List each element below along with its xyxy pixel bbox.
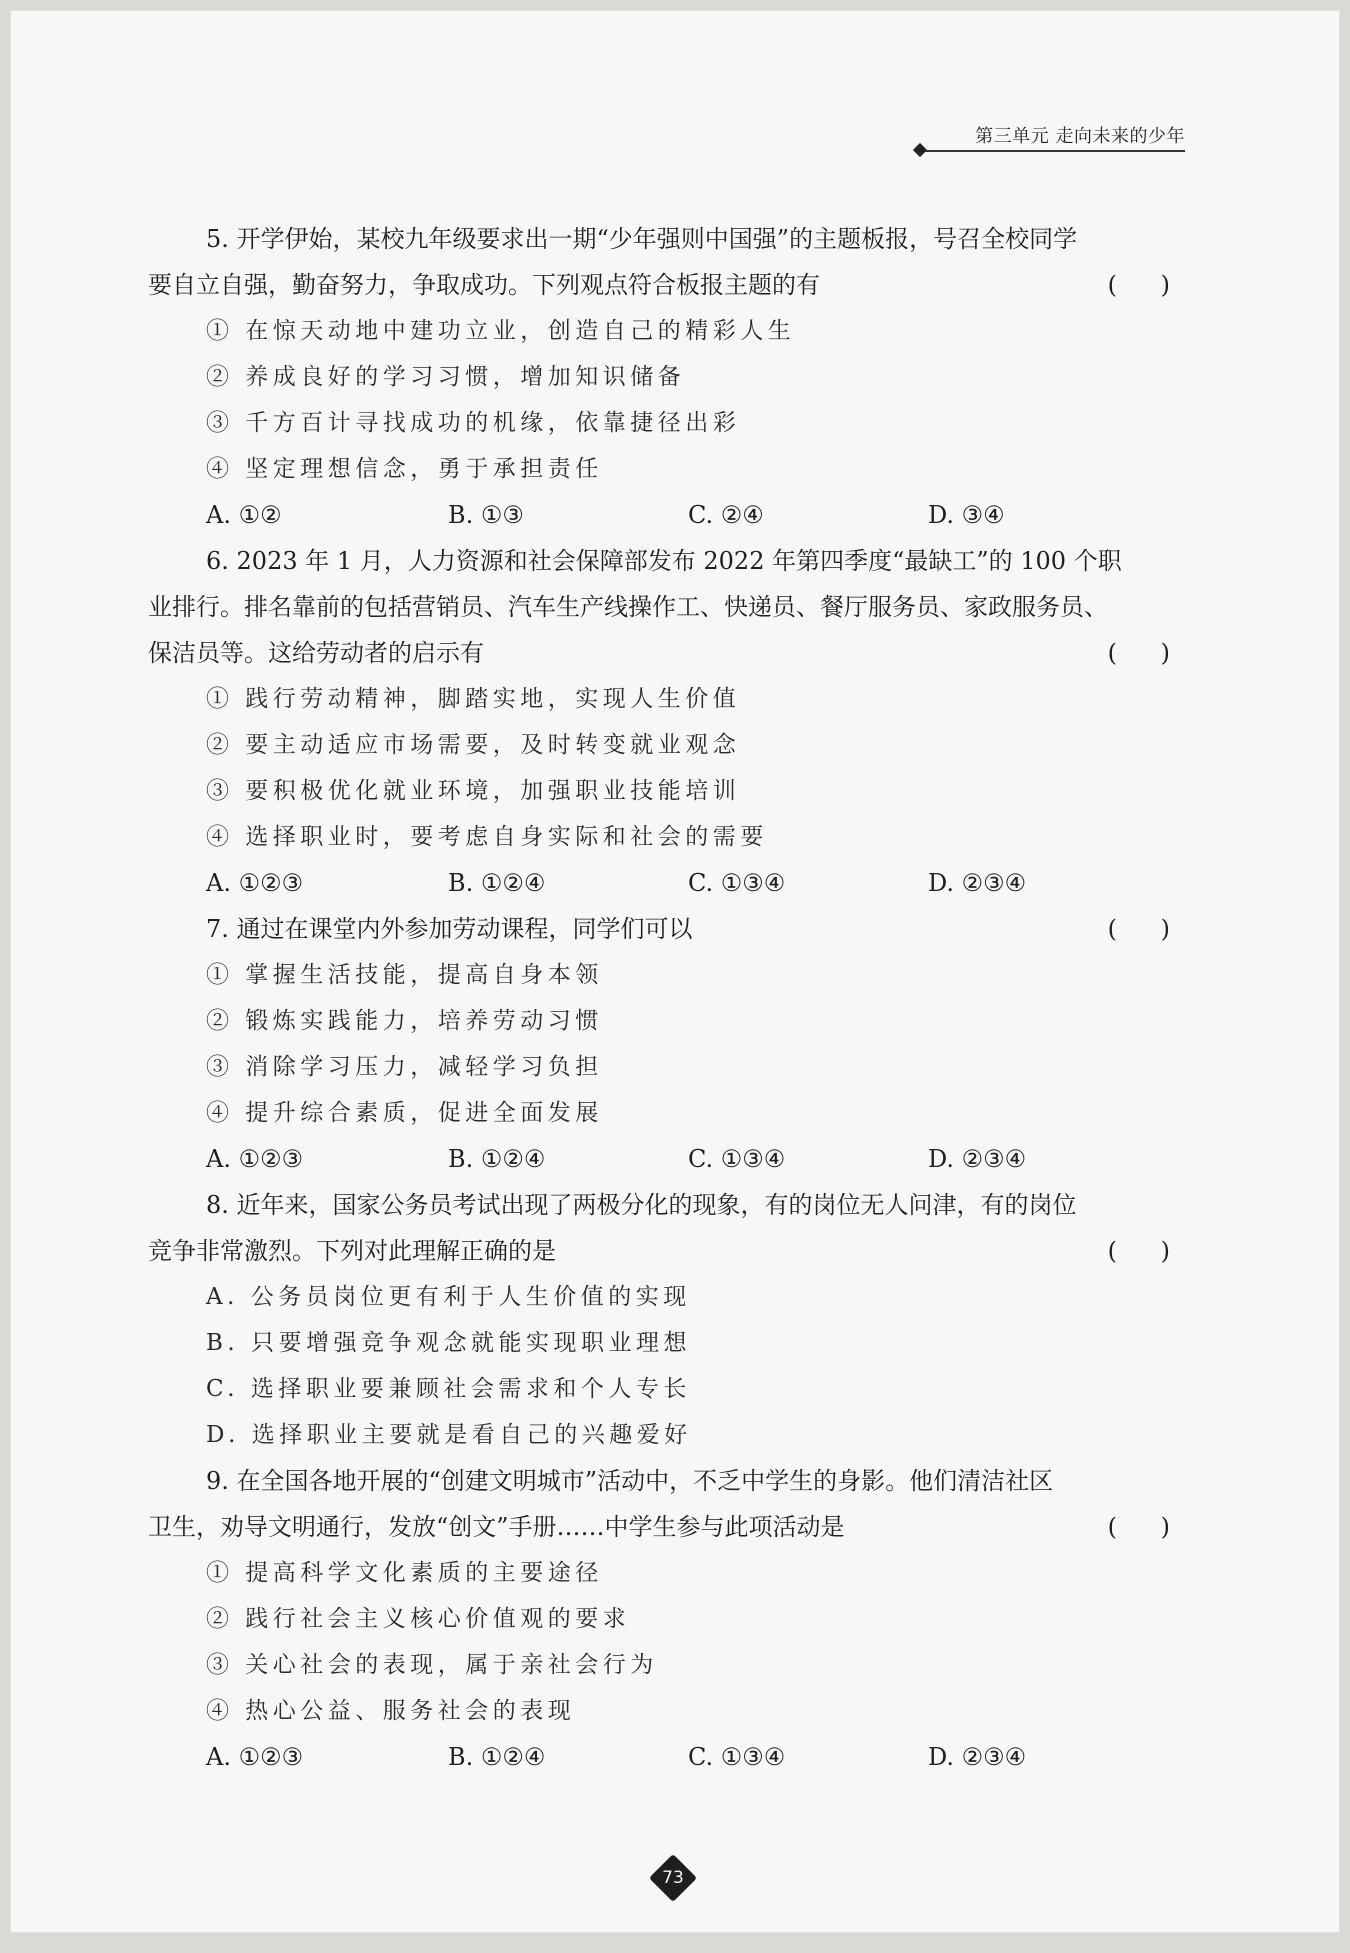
running-header xyxy=(915,122,1185,152)
question-stem-line: 业排行。排名靠前的包括营销员、汽车生产线操作工、快递员、餐厅服务员、家政服务员、 xyxy=(148,593,1108,621)
statement-item: ④ 提升综合素质，促进全面发展 xyxy=(206,1100,603,1126)
statement-item: ③ 消除学习压力，减轻学习负担 xyxy=(206,1054,603,1080)
unit-title: 第三单元 走向未来的少年 xyxy=(975,126,1185,147)
option-a: A. ①②③ xyxy=(206,1145,304,1173)
answer-options xyxy=(148,492,1188,538)
question-stem-line: 保洁员等。这给劳动者的启示有 ( ) xyxy=(148,630,1188,676)
header-rule xyxy=(925,150,1185,152)
answer-blank: ( ) xyxy=(1107,639,1188,667)
statement-item: ② 要主动适应市场需要，及时转变就业观念 xyxy=(206,732,741,758)
question-9 xyxy=(148,1458,1188,1780)
answer-options xyxy=(148,1734,1188,1780)
option-c: C. 选择职业要兼顾社会需求和个人专长 xyxy=(206,1376,691,1402)
option-b: B. ①②④ xyxy=(448,1743,546,1771)
question-6 xyxy=(148,538,1188,906)
option-c: C. ①③④ xyxy=(688,869,786,897)
option-a: A. ①②③ xyxy=(206,869,304,897)
statement-item: ③ 千方百计寻找成功的机缘，依靠捷径出彩 xyxy=(206,410,741,436)
option-c: C. ①③④ xyxy=(688,1743,786,1771)
option-b: B. ①②④ xyxy=(448,869,546,897)
statement-item: ③ 要积极优化就业环境，加强职业技能培训 xyxy=(206,778,741,804)
question-stem-line: 8. 近年来，国家公务员考试出现了两极分化的现象，有的岗位无人问津，有的岗位 xyxy=(206,1191,1077,1219)
option-b: B. ①③ xyxy=(448,501,524,529)
answer-blank: ( ) xyxy=(1107,915,1188,943)
option-b: B. 只要增强竞争观念就能实现职业理想 xyxy=(206,1330,692,1356)
answer-options xyxy=(148,1136,1188,1182)
answer-options xyxy=(148,860,1188,906)
question-stem-line: 7. 通过在课堂内外参加劳动课程，同学们可以 ( ) xyxy=(148,906,1188,952)
question-7 xyxy=(148,906,1188,1182)
question-stem-line: 要自立自强，勤奋努力，争取成功。下列观点符合板报主题的有 ( ) xyxy=(148,262,1188,308)
option-d: D. ②③④ xyxy=(928,1743,1027,1771)
question-stem-line: 5. 开学伊始，某校九年级要求出一期“少年强则中国强”的主题板报，号召全校同学 xyxy=(206,225,1078,253)
question-list xyxy=(148,216,1188,1780)
question-5 xyxy=(148,216,1188,538)
statement-item: ④ 坚定理想信念，勇于承担责任 xyxy=(206,456,603,482)
option-d: D. ②③④ xyxy=(928,1145,1027,1173)
option-a: A. ①②③ xyxy=(206,1743,304,1771)
statement-item: ① 掌握生活技能，提高自身本领 xyxy=(206,962,603,988)
option-a: A. 公务员岗位更有利于人生价值的实现 xyxy=(206,1284,691,1310)
option-d: D. 选择职业主要就是看自己的兴趣爱好 xyxy=(206,1422,692,1448)
option-d: D. ②③④ xyxy=(928,869,1027,897)
question-stem-line: 6. 2023 年 1 月，人力资源和社会保障部发布 2022 年第四季度“最缺工”的 100 个职 xyxy=(206,547,1122,575)
page-number-badge xyxy=(650,1855,696,1901)
statement-item: ② 锻炼实践能力，培养劳动习惯 xyxy=(206,1008,603,1034)
question-stem-line: 卫生，劝导文明通行，发放“创文”手册……中学生参与此项活动是 ( ) xyxy=(148,1504,1188,1550)
document-page xyxy=(10,10,1340,1933)
option-c: C. ②④ xyxy=(688,501,764,529)
answer-blank: ( ) xyxy=(1107,1237,1188,1265)
statement-item: ① 践行劳动精神，脚踏实地，实现人生价值 xyxy=(206,686,741,712)
page-number: 73 xyxy=(662,1868,684,1888)
answer-blank: ( ) xyxy=(1107,271,1188,299)
statement-item: ① 提高科学文化素质的主要途径 xyxy=(206,1560,603,1586)
statement-item: ① 在惊天动地中建功立业，创造自己的精彩人生 xyxy=(206,318,796,344)
option-d: D. ③④ xyxy=(928,501,1005,529)
statement-item: ③ 关心社会的表现，属于亲社会行为 xyxy=(206,1652,658,1678)
statement-item: ④ 热心公益、服务社会的表现 xyxy=(206,1698,576,1724)
statement-item: ② 践行社会主义核心价值观的要求 xyxy=(206,1606,631,1632)
option-c: C. ①③④ xyxy=(688,1145,786,1173)
question-stem-line: 9. 在全国各地开展的“创建文明城市”活动中，不乏中学生的身影。他们清洁社区 xyxy=(206,1467,1054,1495)
statement-item: ④ 选择职业时，要考虑自身实际和社会的需要 xyxy=(206,824,768,850)
question-8 xyxy=(148,1182,1188,1458)
question-stem-line: 竞争非常激烈。下列对此理解正确的是 ( ) xyxy=(148,1228,1188,1274)
option-b: B. ①②④ xyxy=(448,1145,546,1173)
option-a: A. ①② xyxy=(206,501,282,529)
answer-blank: ( ) xyxy=(1107,1513,1188,1541)
statement-item: ② 养成良好的学习习惯，增加知识储备 xyxy=(206,364,686,390)
